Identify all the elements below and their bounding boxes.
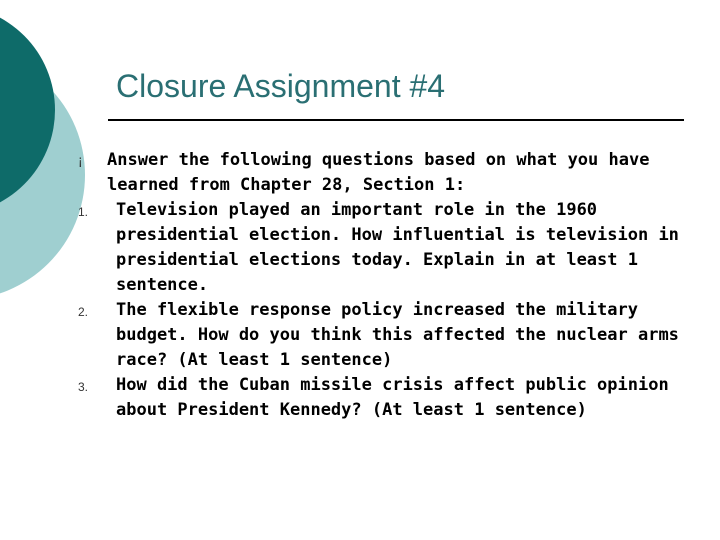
intro-bullet: [78, 148, 698, 198]
slide-body: [78, 148, 698, 423]
question-3: [78, 373, 698, 423]
bullet-marker: ¡: [78, 152, 83, 168]
question-text: Television played an important role in the 1960 presidential election. How influential is television in presidential elections today. Explain in at least 1 sentence.: [116, 200, 679, 295]
question-number: 2.: [78, 305, 89, 319]
question-1: [78, 198, 698, 298]
title-underline: [108, 119, 684, 121]
question-text: How did the Cuban missile crisis affect public opinion about President Kennedy? (At least 1 sentence): [116, 375, 669, 420]
intro-text: Answer the following questions based on what you have learned from Chapter 28, Section 1:: [107, 150, 650, 195]
question-number: 3.: [78, 380, 89, 394]
question-2: [78, 298, 698, 373]
question-text: The flexible response policy increased the military budget. How do you think this affected the nuclear arms race? (At least 1 sentence): [116, 300, 679, 370]
question-number: 1.: [78, 205, 89, 219]
slide-title: Closure Assignment #4: [116, 68, 446, 104]
